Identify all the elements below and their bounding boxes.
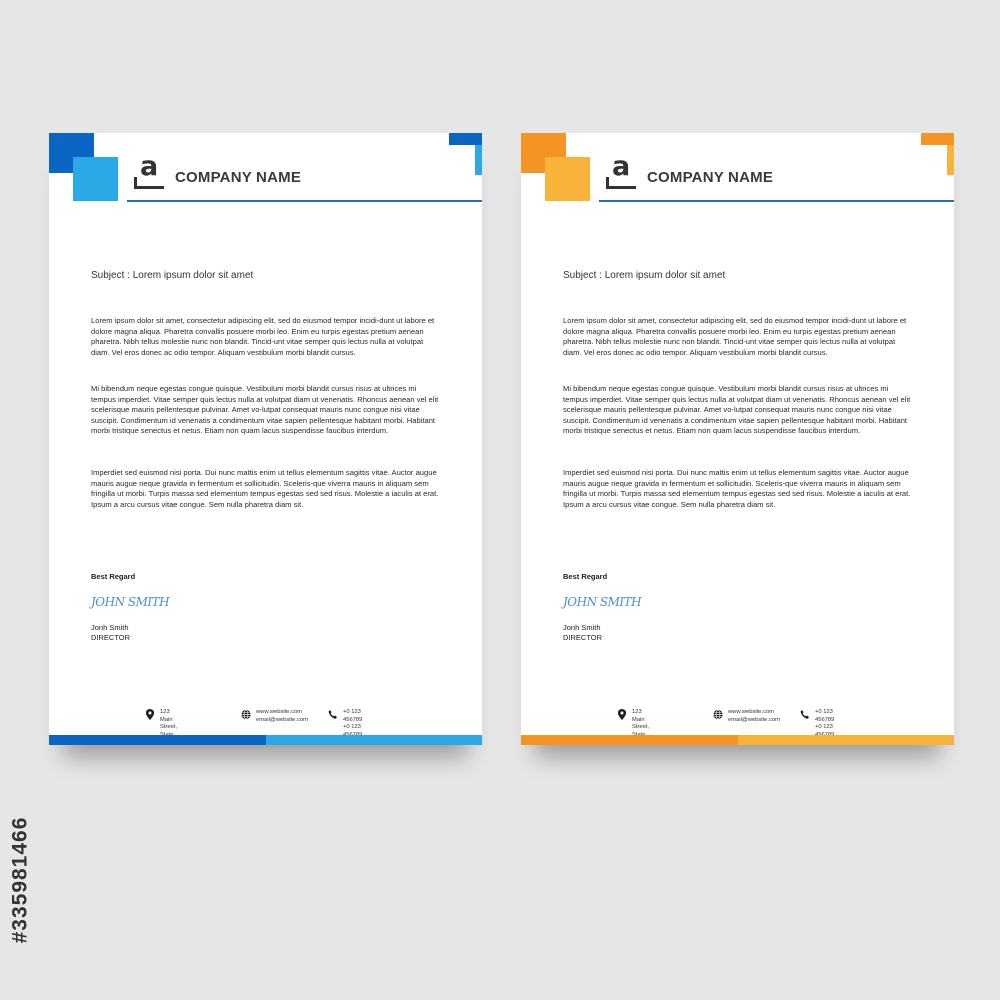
body-paragraph-1: Lorem ipsum dolor sit amet, consectetur adipiscing elit, sed do eiusmod tempor incidi-dunt ut labore et dolore magna aliqua. Pharetra convallis posuere morbi leo. Enim eu turpis egestas pretium aenean pharetra. Nibh tellus molestie nunc non blandit. Tincid-unt vitae semper quis lectus nulla at volutpat diam. Vel eros donec ac odio tempor. Aliquam vestibulum morbi blandit cursus.	[91, 316, 435, 357]
phone-number-2: +0 123	[343, 724, 361, 730]
top-right-accent-bar	[921, 133, 954, 145]
logo-glyph: a	[140, 151, 159, 182]
location-pin-icon	[145, 709, 155, 720]
signer-block	[563, 623, 602, 643]
logo-glyph: a	[612, 151, 631, 182]
globe-icon	[713, 709, 723, 720]
body-paragraph-3: Imperdiet sed euismod nisi porta. Dui nunc mattis enim ut tellus elementum sagittis vitae. Auctor augue mauris augue neque gravida in fermentum et sollicitudin. Sceleris-que viverra mauris in aliquam sem fringilla ut morbi. Turpis massa sed elementum tempus egestas sed sed risus. Molestie a iaculis at erat. Ipsum a arcu cursus vitae congue. Sem nulla pharetra diam sit.	[91, 468, 439, 509]
signer-block	[91, 623, 130, 643]
address-line-1: 123 Main Street,	[632, 709, 650, 730]
bottom-bar-light	[738, 735, 954, 745]
top-right-accent-drop	[475, 145, 482, 175]
location-pin-icon	[617, 709, 627, 720]
signer-title: DIRECTOR	[91, 633, 131, 642]
phone-icon	[328, 709, 338, 720]
phone-icon	[800, 709, 810, 720]
email-text: email@website.com	[728, 716, 780, 723]
company-logo	[606, 151, 638, 189]
company-logo	[134, 151, 166, 189]
top-right-accent-bar	[449, 133, 482, 145]
footer-web-text	[728, 709, 780, 724]
subject-line: Subject : Lorem ipsum dolor sit amet	[563, 270, 726, 281]
subject-line: Subject : Lorem ipsum dolor sit amet	[91, 270, 254, 281]
header-rule	[127, 200, 482, 202]
bottom-bar-dark	[521, 735, 738, 745]
corner-square-light	[73, 157, 118, 201]
signer-name: Jonh Smith	[563, 623, 601, 632]
body-paragraph-2: Mi bibendum neque egestas congue quisque. Vestibulum morbi blandit cursus risus at ultrices mi tempus imperdiet. Vitae semper quis lectus nulla at volutpat diam ut venenatis. Rhoncus aenean vel elit scelerisque mauris pellentesque pulvinar. Amet vo-lutpat consequat mauris nunc congue nisi vitae suscipit. Condimentum id venenatis a condimentum vitae sapien pellentesque habitant morbi. Habitant morbi tristique senectus et netus. Etiam non quam lacus suspendisse faucibus interdum.	[563, 384, 911, 435]
signer-title: DIRECTOR	[563, 633, 603, 642]
body-paragraph-2: Mi bibendum neque egestas congue quisque. Vestibulum morbi blandit cursus risus at ultrices mi tempus imperdiet. Vitae semper quis lectus nulla at volutpat diam ut venenatis. Rhoncus aenean vel elit scelerisque mauris pellentesque pulvinar. Amet vo-lutpat consequat mauris nunc congue nisi vitae suscipit. Condimentum id venenatis a condimentum vitae sapien pellentesque habitant morbi. Habitant morbi tristique senectus et netus. Etiam non quam lacus suspendisse faucibus interdum.	[91, 384, 439, 435]
globe-icon	[241, 709, 251, 720]
header-rule	[599, 200, 954, 202]
bottom-bar-light	[266, 735, 482, 745]
stock-id-watermark	[6, 760, 34, 1000]
body-paragraph-3: Imperdiet sed euismod nisi porta. Dui nunc mattis enim ut tellus elementum sagittis vitae. Auctor augue mauris augue neque gravida in fermentum et sollicitudin. Sceleris-que viverra mauris in aliquam sem fringilla ut morbi. Turpis massa sed elementum tempus egestas sed sed risus. Molestie a iaculis at erat. Ipsum a arcu cursus vitae congue. Sem nulla pharetra diam sit.	[563, 468, 911, 509]
email-text: email@website.com	[256, 716, 308, 723]
company-name: COMPANY NAME	[175, 169, 302, 186]
bottom-accent-bar	[521, 735, 954, 745]
company-name: COMPANY NAME	[647, 169, 774, 186]
website-text: www.website.com	[256, 709, 303, 715]
closing-text: Best Regard	[563, 572, 608, 581]
bottom-accent-bar	[49, 735, 482, 745]
signature: JOHN SMITH	[563, 595, 642, 609]
signer-name: Jonh Smith	[91, 623, 129, 632]
closing-text: Best Regard	[91, 572, 136, 581]
footer-web	[713, 709, 780, 724]
corner-square-light	[545, 157, 590, 201]
stock-id-text: #335981466	[8, 816, 32, 944]
bottom-bar-dark	[49, 735, 266, 745]
letterhead-blue	[49, 133, 482, 745]
body-paragraph-1: Lorem ipsum dolor sit amet, consectetur adipiscing elit, sed do eiusmod tempor incidi-dunt ut labore et dolore magna aliqua. Pharetra convallis posuere morbi leo. Enim eu turpis egestas pretium aenean pharetra. Nibh tellus molestie nunc non blandit. Tincid-unt vitae semper quis lectus nulla at volutpat diam. Vel eros donec ac odio tempor. Aliquam vestibulum morbi blandit cursus.	[563, 316, 907, 357]
phone-number-2: +0 123	[815, 724, 833, 730]
address-line-1: 123 Main Street,	[160, 709, 178, 730]
signature: JOHN SMITH	[91, 595, 170, 609]
letterhead-orange	[521, 133, 954, 745]
website-text: www.website.com	[728, 709, 775, 715]
footer-web-text	[256, 709, 308, 724]
phone-number-1: +0 123 456789	[343, 709, 363, 723]
phone-number-1: +0 123 456789	[815, 709, 835, 723]
top-right-accent-drop	[947, 145, 954, 175]
footer-web	[241, 709, 308, 724]
